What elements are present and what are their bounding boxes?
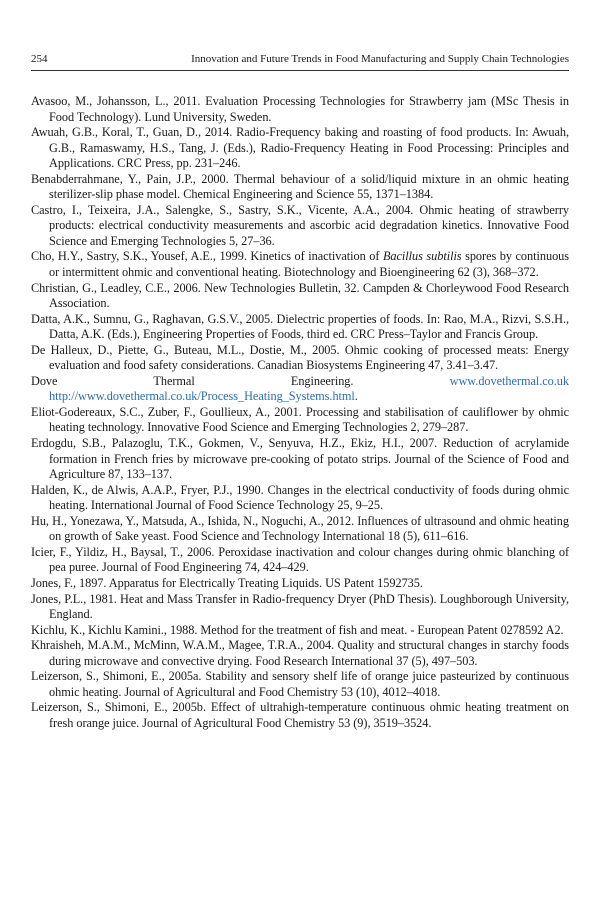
process-heating-link[interactable]: http://www.dovethermal.co.uk/Process_Heating_Systems.html bbox=[49, 389, 355, 404]
website-link[interactable]: www.dovethermal.co.uk bbox=[449, 373, 569, 388]
running-header bbox=[31, 53, 569, 65]
reference-item: Benabderrahmane, Y., Pain, J.P., 2000. Thermal behaviour of a solid/liquid mixture in an ohmic heating sterilizer-slip phase model. Chemical Engineering and Science 55, 1371–1384. bbox=[31, 171, 569, 202]
reference-item: Awuah, G.B., Koral, T., Guan, D., 2014. Radio-Frequency baking and roasting of food products. In: Awuah, G.B., Ramaswamy, H.S., Tang, J. (Eds.), Radio-Frequency Heating in Food Processing: Principles and Applications. CRC Press, pp. 231–246. bbox=[31, 125, 569, 171]
reference-item: Datta, A.K., Sumnu, G., Raghavan, G.S.V., 2005. Dielectric properties of foods. In: Rao, M.A., Rizvi, S.S.H., Datta, A.K. (Eds.), Engineering Properties of Foods, third ed. CRC Press–Taylor and Francis Group. bbox=[31, 311, 569, 342]
reference-item: Jones, F., 1897. Apparatus for Electrically Treating Liquids. US Patent 1592735. bbox=[31, 575, 423, 590]
reference-text: spores by continuous or intermittent ohmic and conventional heating. Biotechnology and Bioengineering 62 (3), 368–372. bbox=[49, 249, 569, 280]
reference-item: Erdogdu, S.B., Palazoglu, T.K., Gokmen, V., Senyuva, H.Z., Ekiz, H.I., 2007. Reduction of acrylamide formation in French fries by microwave pre-cooking of potato strips. Journal of the Science of Food and Agriculture 87, 133–137. bbox=[31, 436, 569, 482]
reference-text: Cho, H.Y., Sastry, S.K., Yousef, A.E., 1999. Kinetics of inactivation of bbox=[31, 249, 383, 264]
reference-item: Leizerson, S., Shimoni, E., 2005b. Effect of ultrahigh-temperature continuous ohmic heating treatment on fresh orange juice. Journal of Agricultural Food Chemistry 53 (9), 3519–3524. bbox=[31, 700, 569, 730]
reference-item: Khraisheh, M.A.M., McMinn, W.A.M., Magee, T.R.A., 2004. Quality and structural changes in starchy foods during microwave and convective drying. Food Research International 37 (5), 497–503. bbox=[31, 638, 569, 668]
reference-item: Christian, G., Leadley, C.E., 2006. New Technologies Bulletin, 32. Campden & Chorleywood Food Research Association. bbox=[31, 280, 569, 311]
species-name: Bacillus subtilis bbox=[382, 249, 462, 264]
running-title: Innovation and Future Trends in Food Manufacturing and Supply Chain Technologies bbox=[191, 53, 569, 65]
reference-item: Eliot-Godereaux, S.C., Zuber, F., Goullieux, A., 2001. Processing and stabilisation of cauliflower by ohmic heating technology. Innovative Food Science and Emerging Technologies 2, 279–287. bbox=[31, 404, 569, 435]
reference-item bbox=[31, 249, 569, 280]
reference-item: Jones, P.L., 1981. Heat and Mass Transfer in Radio-frequency Dryer (PhD Thesis). Loughborough University, England. bbox=[31, 591, 569, 622]
reference-item: Icier, F., Yildiz, H., Baysal, T., 2006. Peroxidase inactivation and colour changes during ohmic blanching of pea puree. Journal of Food Engineering 74, 424–429. bbox=[31, 544, 569, 575]
reference-list bbox=[31, 94, 569, 731]
reference-item: De Halleux, D., Piette, G., Buteau, M.L., Dostie, M., 2005. Ohmic cooking of processed meats: Energy evaluation and food safety considerations. Canadian Biosystems Engineering 47, 3.41–3.47. bbox=[31, 342, 569, 373]
reference-item bbox=[31, 374, 569, 405]
reference-item: Avasoo, M., Johansson, L., 2011. Evaluation Processing Technologies for Strawberry jam (MSc Thesis in Food Technology). Lund University, Sweden. bbox=[31, 94, 569, 124]
reference-text: Dove Thermal Engineering. bbox=[31, 373, 450, 388]
page-number: 254 bbox=[31, 53, 48, 65]
reference-item: Hu, H., Yonezawa, Y., Matsuda, A., Ishida, N., Noguchi, A., 2012. Influences of ultrasound and ohmic heating on growth of Sake yeast. Food Science and Technology International 18 (5), 611–616. bbox=[31, 513, 569, 544]
reference-item: Halden, K., de Alwis, A.A.P., Fryer, P.J., 1990. Changes in the electrical conductivity of foods during ohmic heating. International Journal of Food Science Technology 25, 9–25. bbox=[31, 482, 569, 513]
reference-item: Castro, I., Teixeira, J.A., Salengke, S., Sastry, S.K., Vicente, A.A., 2004. Ohmic heating of strawberry products: electrical conductivity measurements and ascorbic acid degradation kinetics. Innovative Food Science and Emerging Technologies 5, 27–36. bbox=[31, 202, 569, 248]
reference-item: Leizerson, S., Shimoni, E., 2005a. Stability and sensory shelf life of orange juice pasteurized by continuous ohmic heating. Journal of Agricultural and Food Chemistry 53 (10), 4012–4018. bbox=[31, 669, 569, 699]
header-rule bbox=[31, 70, 569, 71]
reference-text: . bbox=[354, 389, 358, 404]
reference-item: Kichlu, K., Kichlu Kamini., 1988. Method for the treatment of fish and meat. - European Patent 0278592 A2. bbox=[31, 622, 564, 637]
